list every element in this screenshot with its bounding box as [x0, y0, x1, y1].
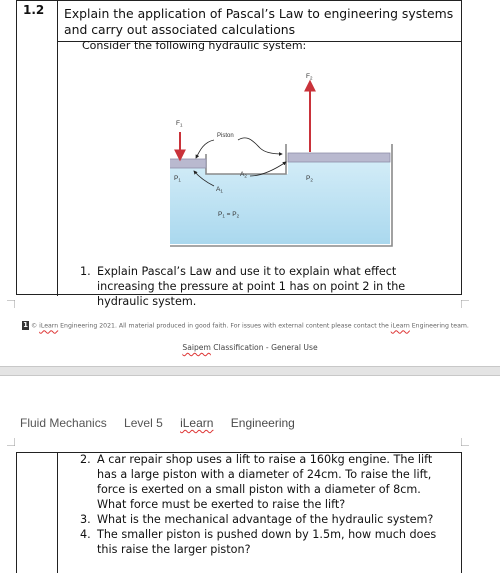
list-item-number: 1.	[80, 265, 91, 278]
page-header	[20, 416, 323, 430]
list-item	[80, 452, 452, 512]
list-item	[80, 527, 452, 557]
label-a2: $A_2$	[240, 171, 247, 179]
piston-pointer-left	[196, 140, 214, 158]
label-piston: Piston	[217, 133, 234, 139]
question-number: 1.2	[23, 3, 45, 17]
page-corner-mark	[461, 300, 469, 308]
list-item-number: 2.	[80, 453, 91, 466]
questions-part1	[80, 264, 455, 309]
header-course: Fluid Mechanics	[20, 416, 107, 430]
page-corner-mark	[7, 300, 15, 308]
label-p1: $P_1$	[174, 175, 181, 183]
questions-part2	[80, 452, 452, 557]
list-item	[80, 264, 455, 309]
list-item-text: What is the mechanical advantage of the hydraulic system?	[97, 513, 434, 526]
table-column-divider	[57, 1, 58, 296]
large-piston	[288, 153, 390, 162]
page-number-badge: 1	[23, 321, 28, 329]
question-heading: Explain the application of Pascal’s Law to engineering systems and carry out associated calculations	[64, 6, 454, 37]
list-item-text: Explain Pascal’s Law and use it to explain what effect increasing the pressure at point 1 has on point 2 in the hydraulic system.	[97, 265, 406, 308]
hydraulic-system-diagram	[170, 70, 430, 250]
header-brand: iLearn Engineering	[180, 416, 295, 430]
table-column-divider	[57, 453, 58, 573]
page-footer: 1 © iLearn Engineering 2021. All material produced in good faith. For issues with external content please contact the iLearn Engineering team.	[23, 321, 469, 330]
label-p2: $P_2$	[306, 175, 313, 183]
list-item-text: The smaller piston is pushed down by 1.5m, how much does this raise the larger piston?	[97, 528, 437, 556]
hydraulic-fluid	[170, 158, 390, 244]
label-a1: $A_1$	[216, 186, 223, 194]
header-level: Level 5	[124, 416, 163, 430]
diagram-intro: Consider the following hydraulic system:	[82, 39, 307, 52]
spellcheck-word: iLearn	[180, 416, 214, 430]
page-corner-mark	[7, 438, 15, 446]
piston-pointer-right	[238, 138, 282, 154]
spellcheck-word: iLearn	[39, 322, 59, 330]
page-corner-mark	[461, 438, 469, 446]
list-item-number: 4.	[80, 528, 91, 541]
spellcheck-word: Saipem	[182, 343, 211, 352]
page-break	[0, 366, 500, 376]
small-piston	[170, 159, 206, 168]
list-item	[80, 512, 452, 527]
label-pressure-equation: $P_1 = P_2$	[218, 211, 240, 219]
label-f2: $F_2$	[306, 73, 313, 81]
list-item-text: A car repair shop uses a lift to raise a 160kg engine. The lift has a large piston with a diameter of 24cm. To raise the lift, force is exerted on a small piston with a diameter of 8cm. What force must be exerted to raise the lift?	[97, 453, 433, 511]
list-item-number: 3.	[80, 513, 91, 526]
label-f1: $F_1$	[176, 120, 183, 128]
classification-label: Saipem Classification - General Use	[182, 343, 318, 352]
spellcheck-word: iLearn	[390, 322, 410, 330]
